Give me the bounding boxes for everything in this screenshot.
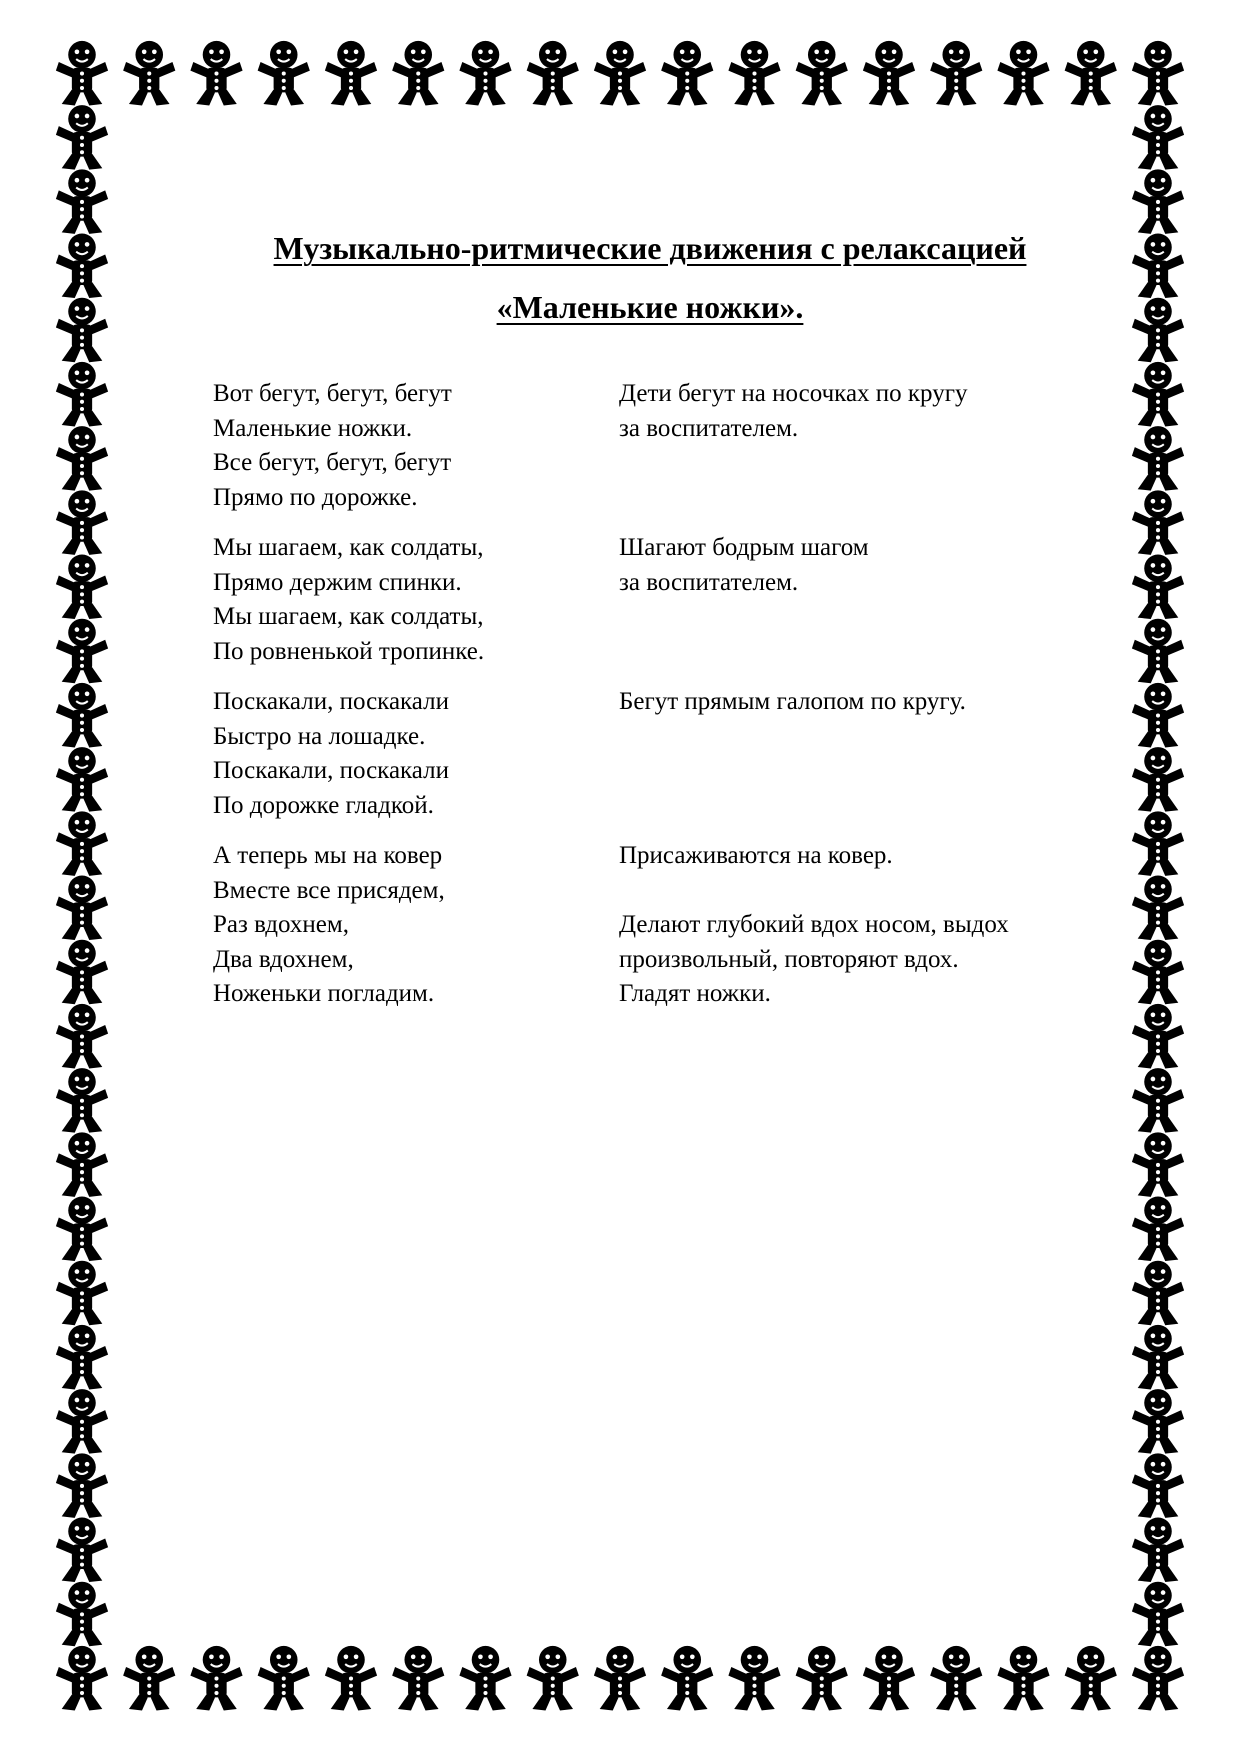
gingerbread-man-icon bbox=[796, 1646, 848, 1711]
gingerbread-man-icon bbox=[56, 940, 108, 1005]
gingerbread-man-icon bbox=[392, 1646, 444, 1711]
action-line: за воспитателем. bbox=[619, 414, 799, 442]
gingerbread-man-icon bbox=[56, 362, 108, 427]
gingerbread-man-icon bbox=[661, 41, 713, 106]
verse-line: Прямо по дорожке. bbox=[213, 483, 418, 511]
gingerbread-man-icon bbox=[190, 41, 242, 106]
gingerbread-man-icon bbox=[1132, 811, 1184, 876]
gingerbread-man-icon bbox=[1132, 1646, 1184, 1711]
gingerbread-man-icon bbox=[1132, 1261, 1184, 1326]
gingerbread-man-icon bbox=[56, 1389, 108, 1454]
verse-line: Раз вдохнем, bbox=[213, 911, 349, 938]
gingerbread-man-icon bbox=[56, 555, 108, 620]
gingerbread-man-icon bbox=[863, 41, 915, 106]
gingerbread-man-icon bbox=[1132, 1389, 1184, 1454]
gingerbread-man-icon bbox=[1132, 1325, 1184, 1390]
gingerbread-man-icon bbox=[1132, 1582, 1184, 1647]
gingerbread-man-icon bbox=[1132, 876, 1184, 941]
action-line: Шагают бодрым шагом bbox=[619, 534, 869, 561]
gingerbread-man-icon bbox=[1132, 747, 1184, 812]
action-line: произвольный, повторяют вдох. bbox=[619, 945, 959, 973]
gingerbread-man-icon bbox=[56, 876, 108, 941]
gingerbread-man-icon bbox=[1065, 1646, 1117, 1711]
gingerbread-man-icon bbox=[863, 1646, 915, 1711]
stanza-1-action bbox=[619, 377, 968, 446]
gingerbread-man-icon bbox=[392, 41, 444, 106]
gingerbread-man-icon bbox=[930, 41, 982, 106]
gingerbread-man-icon bbox=[459, 1646, 511, 1711]
gingerbread-man-icon bbox=[56, 1132, 108, 1197]
stanza-4-action bbox=[619, 839, 1009, 1012]
gingerbread-man-icon bbox=[796, 41, 848, 106]
action-line: за воспитателем. bbox=[619, 568, 799, 596]
gingerbread-man-icon bbox=[1132, 683, 1184, 748]
stanza-3-action bbox=[619, 685, 966, 720]
gingerbread-man-icon bbox=[930, 1646, 982, 1711]
verse-line: Поскакали, поскакали bbox=[213, 688, 449, 715]
gingerbread-man-icon bbox=[56, 1068, 108, 1133]
action-line: Гладят ножки. bbox=[619, 980, 771, 1007]
gingerbread-man-icon bbox=[56, 41, 108, 106]
gingerbread-man-icon bbox=[1132, 169, 1184, 234]
gingerbread-man-icon bbox=[1132, 1453, 1184, 1518]
action-line: Делают глубокий вдох носом, выдох bbox=[619, 911, 1009, 938]
action-line: Бегут прямым галопом по кругу. bbox=[619, 688, 966, 715]
gingerbread-man-icon bbox=[56, 619, 108, 684]
gingerbread-man-icon bbox=[594, 41, 646, 106]
gingerbread-man-icon bbox=[123, 41, 175, 106]
gingerbread-man-icon bbox=[728, 1646, 780, 1711]
gingerbread-man-icon bbox=[1132, 105, 1184, 170]
gingerbread-man-icon bbox=[997, 1646, 1049, 1711]
action-line: Дети бегут на носочках по кругу bbox=[619, 380, 968, 407]
gingerbread-man-icon bbox=[527, 41, 579, 106]
gingerbread-man-icon bbox=[56, 1582, 108, 1647]
gingerbread-man-icon bbox=[1132, 1068, 1184, 1133]
gingerbread-man-icon bbox=[1132, 426, 1184, 491]
gingerbread-man-icon bbox=[1132, 1004, 1184, 1069]
gingerbread-man-icon bbox=[56, 747, 108, 812]
gingerbread-man-icon bbox=[56, 1518, 108, 1583]
action-line: Присаживаются на ковер. bbox=[619, 842, 893, 869]
verse-line: Все бегут, бегут, бегут bbox=[213, 449, 452, 476]
verse-line: А теперь мы на ковер bbox=[213, 842, 443, 869]
gingerbread-man-icon bbox=[56, 1646, 108, 1711]
gingerbread-man-icon bbox=[56, 683, 108, 748]
stanza-1-verse bbox=[213, 377, 452, 515]
gingerbread-man-icon bbox=[1132, 362, 1184, 427]
page-title-line-1: Музыкально-ритмические движения с релаксацией bbox=[273, 230, 1027, 266]
gingerbread-man-icon bbox=[56, 1453, 108, 1518]
gingerbread-man-icon bbox=[1132, 555, 1184, 620]
gingerbread-man-icon bbox=[56, 426, 108, 491]
verse-line: Вместе все присядем, bbox=[213, 876, 445, 904]
gingerbread-man-icon bbox=[56, 169, 108, 234]
gingerbread-man-icon bbox=[1132, 1197, 1184, 1262]
verse-line: По ровненькой тропинке. bbox=[213, 637, 485, 665]
gingerbread-man-icon bbox=[56, 105, 108, 170]
gingerbread-man-icon bbox=[325, 41, 377, 106]
gingerbread-man-icon bbox=[56, 234, 108, 299]
stanza-3-verse bbox=[213, 685, 449, 823]
gingerbread-man-icon bbox=[325, 1646, 377, 1711]
gingerbread-man-icon bbox=[56, 298, 108, 363]
gingerbread-man-icon bbox=[527, 1646, 579, 1711]
gingerbread-man-icon bbox=[56, 1004, 108, 1069]
gingerbread-man-icon bbox=[997, 41, 1049, 106]
gingerbread-man-icon bbox=[190, 1646, 242, 1711]
gingerbread-man-icon bbox=[258, 1646, 310, 1711]
gingerbread-man-icon bbox=[728, 41, 780, 106]
stanza-4-verse bbox=[213, 839, 445, 1012]
gingerbread-man-icon bbox=[594, 1646, 646, 1711]
gingerbread-man-icon bbox=[1132, 1518, 1184, 1583]
stanza-2-verse bbox=[213, 531, 484, 669]
gingerbread-man-icon bbox=[1132, 619, 1184, 684]
gingerbread-man-icon bbox=[661, 1646, 713, 1711]
stanza-2-action bbox=[619, 531, 869, 600]
gingerbread-man-icon bbox=[1132, 490, 1184, 555]
verse-line: Мы шагаем, как солдаты, bbox=[213, 534, 484, 561]
gingerbread-man-icon bbox=[1132, 940, 1184, 1005]
verse-line: По дорожке гладкой. bbox=[213, 791, 434, 819]
verse-line: Маленькие ножки. bbox=[213, 414, 413, 442]
gingerbread-man-icon bbox=[56, 1261, 108, 1326]
page-title-line-2: «Маленькие ножки». bbox=[496, 289, 804, 325]
verse-line: Ноженьки погладим. bbox=[213, 980, 435, 1007]
gingerbread-man-icon bbox=[56, 1197, 108, 1262]
gingerbread-man-icon bbox=[1065, 41, 1117, 106]
gingerbread-man-icon bbox=[1132, 41, 1184, 106]
gingerbread-man-icon bbox=[459, 41, 511, 106]
gingerbread-man-icon bbox=[123, 1646, 175, 1711]
verse-line: Прямо держим спинки. bbox=[213, 568, 462, 596]
verse-line: Поскакали, поскакали bbox=[213, 757, 449, 784]
gingerbread-man-icon bbox=[56, 1325, 108, 1390]
verse-line: Два вдохнем, bbox=[213, 945, 354, 973]
gingerbread-man-icon bbox=[56, 490, 108, 555]
verse-line: Вот бегут, бегут, бегут bbox=[213, 380, 452, 407]
gingerbread-man-icon bbox=[258, 41, 310, 106]
action-line bbox=[619, 874, 1009, 909]
gingerbread-man-icon bbox=[1132, 1132, 1184, 1197]
verse-line: Мы шагаем, как солдаты, bbox=[213, 603, 484, 630]
gingerbread-man-icon bbox=[56, 811, 108, 876]
verse-line: Быстро на лошадке. bbox=[213, 722, 426, 750]
